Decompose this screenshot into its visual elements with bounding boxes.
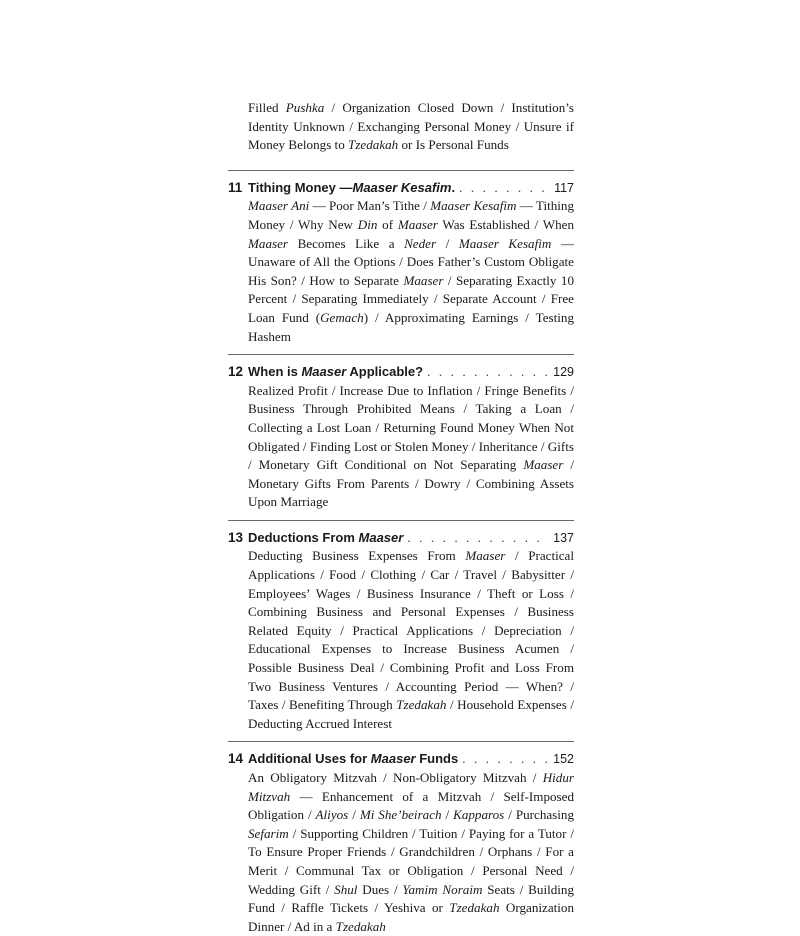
chapter-page-number: 137: [553, 530, 574, 545]
text-run: /: [441, 807, 454, 823]
text-run: Additional Uses for: [248, 751, 371, 767]
text-run: — Unaware of All the Options / Does Father’s Custom Obligate His Son? / How to Separate: [248, 235, 574, 288]
dot-leader: [407, 529, 549, 548]
text-run: / Practical Applications / Food / Clothing / Car / Travel / Babysitter / Employees’ Wages / Business Insurance / Theft or Loss / Combining Business and Personal Expenses / Business Related Equity / Practical Applications / Depreciation / Educational Expenses to Increase Business Acumen / Possible Business Deal / Combining Profit and Loss From Two Business Ventures / Accounting Period — When? / Taxes / Benefiting Through: [248, 548, 574, 713]
text-run: ) / Approximating Earnings / Testing Hashem: [248, 309, 575, 344]
italic-term: Tzedakah: [449, 900, 500, 916]
italic-term: Gemach: [320, 309, 364, 325]
italic-term: Maaser Kesafim: [430, 198, 517, 214]
dot-leader: [459, 179, 550, 198]
text-run: .: [451, 179, 456, 195]
chapter-topics: [248, 382, 574, 512]
chapter-heading: [248, 179, 574, 198]
chapter-title: [248, 179, 455, 198]
dot-leader: [462, 750, 549, 769]
toc-chapter-entry: [228, 363, 574, 512]
italic-term: Tzedakah: [348, 137, 399, 153]
italic-term: Maaser Kesafim: [458, 235, 552, 251]
text-run: Tithing Money —: [248, 179, 353, 195]
text-run: / Organization Closed Down / Institution’s Identity Unknown / Exchanging Personal Money / Unsure if Money Belongs to: [248, 100, 574, 153]
italic-term: Maaser Kesafim: [352, 179, 452, 195]
italic-term: Kapparos: [453, 807, 505, 823]
italic-term: Sefarim: [248, 825, 289, 841]
chapter-title: [248, 750, 458, 769]
text-run: Becomes Like a: [288, 235, 405, 251]
chapter-page-number: 152: [553, 752, 574, 767]
italic-term: Aliyos: [315, 807, 349, 823]
text-run: Funds: [415, 751, 459, 767]
italic-term: Maaser: [301, 364, 347, 380]
section-divider: [228, 520, 574, 521]
section-divider: [228, 741, 574, 742]
text-run: /: [348, 807, 360, 823]
text-run: Filled: [248, 100, 286, 115]
chapter-heading: [248, 750, 574, 769]
text-run: — Enhancement of a Mitzvah / Self-Imposed Obligation /: [248, 788, 574, 823]
text-run: of: [377, 216, 398, 232]
section-divider: [228, 354, 574, 355]
chapter-page-number: 117: [554, 180, 574, 195]
section-divider: [228, 170, 574, 171]
italic-term: Tzedakah: [396, 697, 447, 713]
chapter-title: [248, 363, 423, 382]
italic-term: Maaser: [465, 548, 506, 564]
text-run: Dues /: [357, 881, 403, 897]
text-run: / Purchasing: [504, 807, 575, 823]
text-run: Deducting Business Expenses From: [248, 548, 466, 564]
italic-term: Pushka: [285, 100, 325, 115]
continued-topics-paragraph: [248, 99, 574, 155]
chapter-page-number: 129: [553, 365, 574, 380]
chapter-number: 14: [228, 751, 244, 767]
text-run: /: [436, 235, 459, 251]
text-run: / Separating Exactly 10 Percent / Separating Immediately / Separate Account / Free Loan Fund (: [248, 272, 574, 325]
text-run: / Monetary Gifts From Parents / Dowry / Combining Assets Upon Marriage: [248, 457, 574, 510]
italic-term: Mi She’beirach: [359, 807, 442, 823]
chapter-heading: [248, 529, 574, 548]
text-run: Applicable?: [346, 364, 424, 380]
italic-term: Hidur Mitzvah: [248, 770, 574, 804]
text-run: Organization Dinner / Ad in a: [248, 900, 575, 934]
text-run: — Tithing Money / Why New: [248, 198, 575, 232]
text-run: Was Established / When: [437, 216, 574, 232]
chapter-heading: [248, 363, 574, 382]
italic-term: Shul: [334, 881, 358, 897]
toc-chapter-entry: [228, 179, 574, 346]
text-run: When is: [248, 364, 302, 380]
text-run: Deductions From: [248, 529, 359, 545]
chapter-topics: [248, 197, 574, 346]
italic-term: Maaser Ani: [248, 198, 310, 214]
chapter-number: 13: [228, 529, 244, 545]
toc-chapter-entry: [228, 750, 574, 936]
italic-term: Maaser: [397, 216, 438, 232]
text-run: An Obligatory Mitzvah / Non-Obligatory Mitzvah /: [248, 770, 543, 785]
chapter-number: 12: [228, 364, 244, 380]
italic-term: Maaser: [403, 272, 444, 288]
italic-term: Din: [357, 216, 378, 232]
chapter-topics: [248, 769, 574, 936]
table-of-contents: [228, 99, 574, 936]
dot-leader: [427, 363, 549, 382]
italic-term: Maaser: [248, 235, 289, 251]
italic-term: Neder: [404, 235, 437, 251]
text-run: / Household Expenses / Deducting Accrued Interest: [248, 697, 574, 731]
text-run: Seats / Building Fund / Raffle Tickets / Yeshiva or: [248, 881, 575, 916]
text-run: Realized Profit / Increase Due to Inflation / Fringe Benefits / Business Through Prohibited Means / Taking a Loan / Collecting a Lost Loan / Returning Found Money When Not Obligated / Finding Lost or Stolen Money / Inheritance / Gifts / Monetary Gift Conditional on Not Separating: [248, 382, 574, 473]
italic-term: Yamim Noraim: [402, 881, 483, 897]
italic-term: Maaser: [358, 529, 404, 545]
italic-term: Maaser: [370, 751, 416, 767]
text-run: or Is Personal Funds: [398, 137, 509, 153]
italic-term: Tzedakah: [335, 918, 386, 934]
text-run: / Supporting Children / Tuition / Paying for a Tutor / To Ensure Proper Friends / Grandchildren / Orphans / For a Merit / Communal Tax or Obligation / Personal Need / Wedding Gift /: [248, 825, 574, 897]
toc-chapter-entry: [228, 529, 574, 734]
text-run: — Poor Man’s Tithe /: [309, 198, 431, 214]
chapter-number: 11: [228, 179, 243, 195]
italic-term: Maaser: [523, 457, 564, 473]
chapter-title: [248, 529, 403, 548]
chapter-list: [228, 170, 574, 936]
chapter-topics: [248, 547, 574, 733]
